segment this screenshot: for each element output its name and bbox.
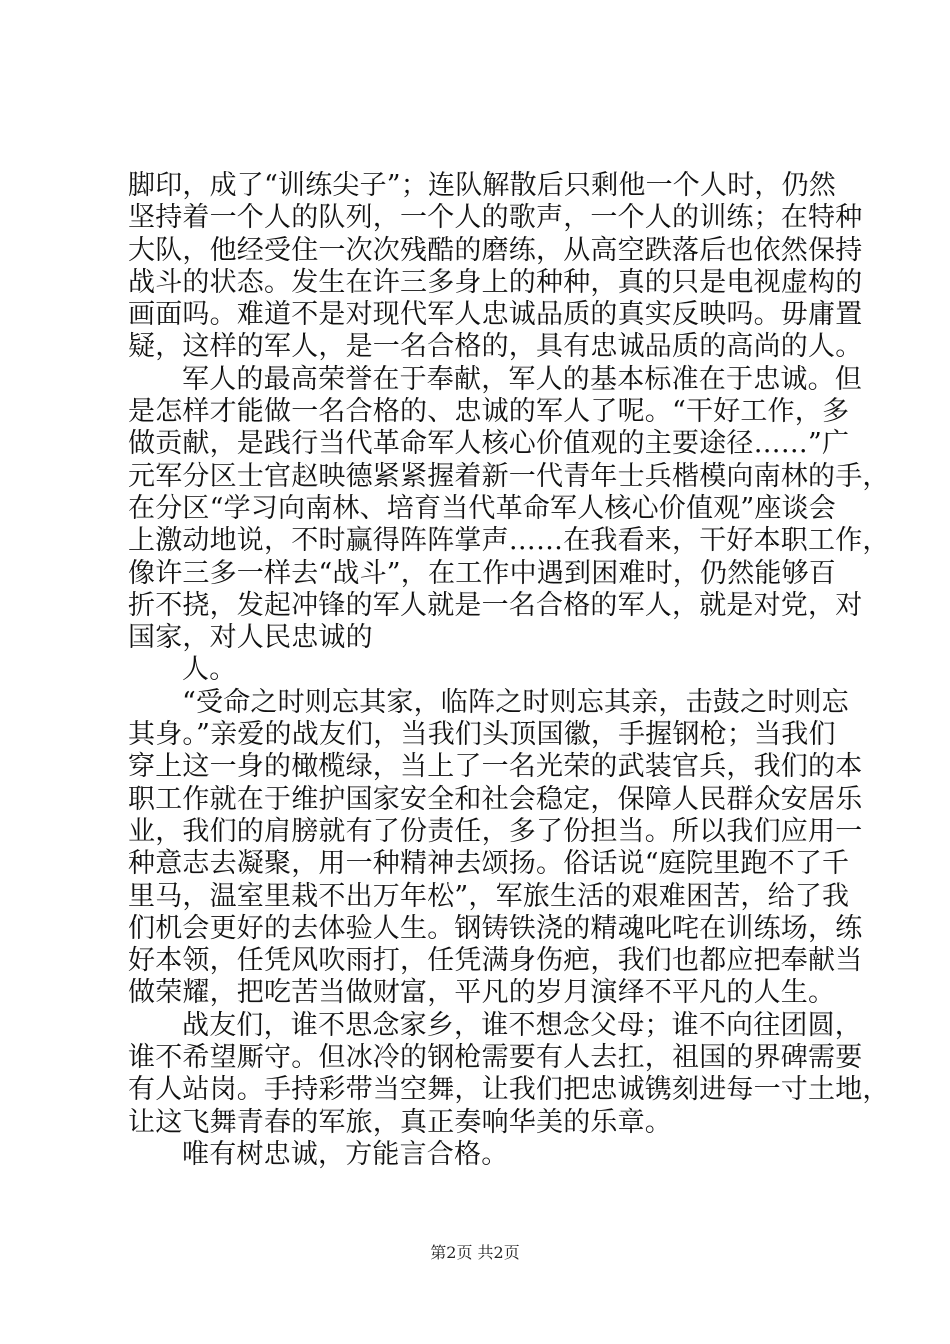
text-line: 有人站岗。手持彩带当空舞，让我们把忠诚镌刻进每一寸土地， bbox=[128, 1074, 890, 1106]
text-line: 业，我们的肩膀就有了份责任，多了份担当。所以我们应用一 bbox=[128, 815, 863, 847]
text-line: 军人的最高荣誉在于奉献，军人的基本标准在于忠诚。但 bbox=[182, 363, 862, 395]
text-line: 穿上这一身的橄榄绿，当上了一名光荣的武装官兵，我们的本 bbox=[128, 751, 863, 783]
text-line: 谁不希望厮守。但冰冷的钢枪需要有人去扛，祖国的界碑需要 bbox=[128, 1042, 863, 1074]
page-number-footer: 第2页 共2页 bbox=[430, 1243, 520, 1262]
text-line: 脚印，成了“训练尖子”；连队解散后只剩他一个人时，仍然 bbox=[128, 170, 837, 201]
text-line: 折不挠，发起冲锋的军人就是一名合格的军人，就是对党，对 bbox=[128, 589, 863, 621]
text-line: “受命之时则忘其家，临阵之时则忘其亲，击鼓之时则忘 bbox=[182, 686, 849, 718]
text-line: 让这飞舞青春的军旅，真正奏响华美的乐章。 bbox=[128, 1106, 672, 1138]
text-line: 是怎样才能做一名合格的、忠诚的军人了呢。“干好工作，多 bbox=[128, 396, 850, 428]
text-line: 种意志去凝聚，用一种精神去颂扬。俗话说“庭院里跑不了千 bbox=[128, 848, 850, 880]
text-line: 里马，温室里栽不出万年松”，军旅生活的艰难困苦，给了我 bbox=[128, 880, 850, 912]
text-line: 战斗的状态。发生在许三多身上的种种，真的只是电视虚构的 bbox=[128, 266, 863, 298]
text-line: 国家，对人民忠诚的 bbox=[128, 622, 373, 654]
text-line: 元军分区士官赵映德紧紧握着新一代青年士兵楷模向南林的手， bbox=[128, 460, 890, 492]
text-line: 们机会更好的去体验人生。钢铸铁浇的精魂叱咤在训练场，练 bbox=[128, 912, 863, 944]
text-line: 唯有树忠诚，方能言合格。 bbox=[182, 1138, 509, 1170]
text-line: 画面吗。难道不是对现代军人忠诚品质的真实反映吗。毋庸置 bbox=[128, 299, 863, 331]
text-line: 好本领，任凭风吹雨打，任凭满身伤疤，我们也都应把奉献当 bbox=[128, 945, 863, 977]
text-line: 人。 bbox=[182, 654, 237, 686]
text-line: 做荣耀，把吃苦当做财富，平凡的岁月演绎不平凡的人生。 bbox=[128, 977, 836, 1009]
text-line: 上激动地说，不时赢得阵阵掌声……在我看来，干好本职工作， bbox=[128, 525, 890, 557]
text-line: 做贡献，是践行当代革命军人核心价值观的主要途径……”广 bbox=[128, 428, 850, 460]
text-line: 职工作就在于维护国家安全和社会稳定，保障人民群众安居乐 bbox=[128, 783, 863, 815]
document-body bbox=[128, 170, 890, 1171]
text-line: 坚持着一个人的队列，一个人的歌声，一个人的训练；在特种 bbox=[128, 202, 863, 234]
text-line: 大队，他经受住一次次残酷的磨练，从高空跌落后也依然保持 bbox=[128, 234, 863, 266]
text-line: 在分区“学习向南林、培育当代革命军人核心价值观”座谈会 bbox=[128, 492, 837, 524]
text-line: 疑，这样的军人，是一名合格的，具有忠诚品质的高尚的人。 bbox=[128, 331, 863, 363]
text-line: 战友们，谁不思念家乡，谁不想念父母；谁不向往团圆， bbox=[182, 1009, 862, 1041]
text-line: 其身。”亲爱的战友们，当我们头顶国徽，手握钢枪；当我们 bbox=[128, 719, 836, 751]
text-line: 像许三多一样去“战斗”，在工作中遇到困难时，仍然能够百 bbox=[128, 557, 837, 589]
